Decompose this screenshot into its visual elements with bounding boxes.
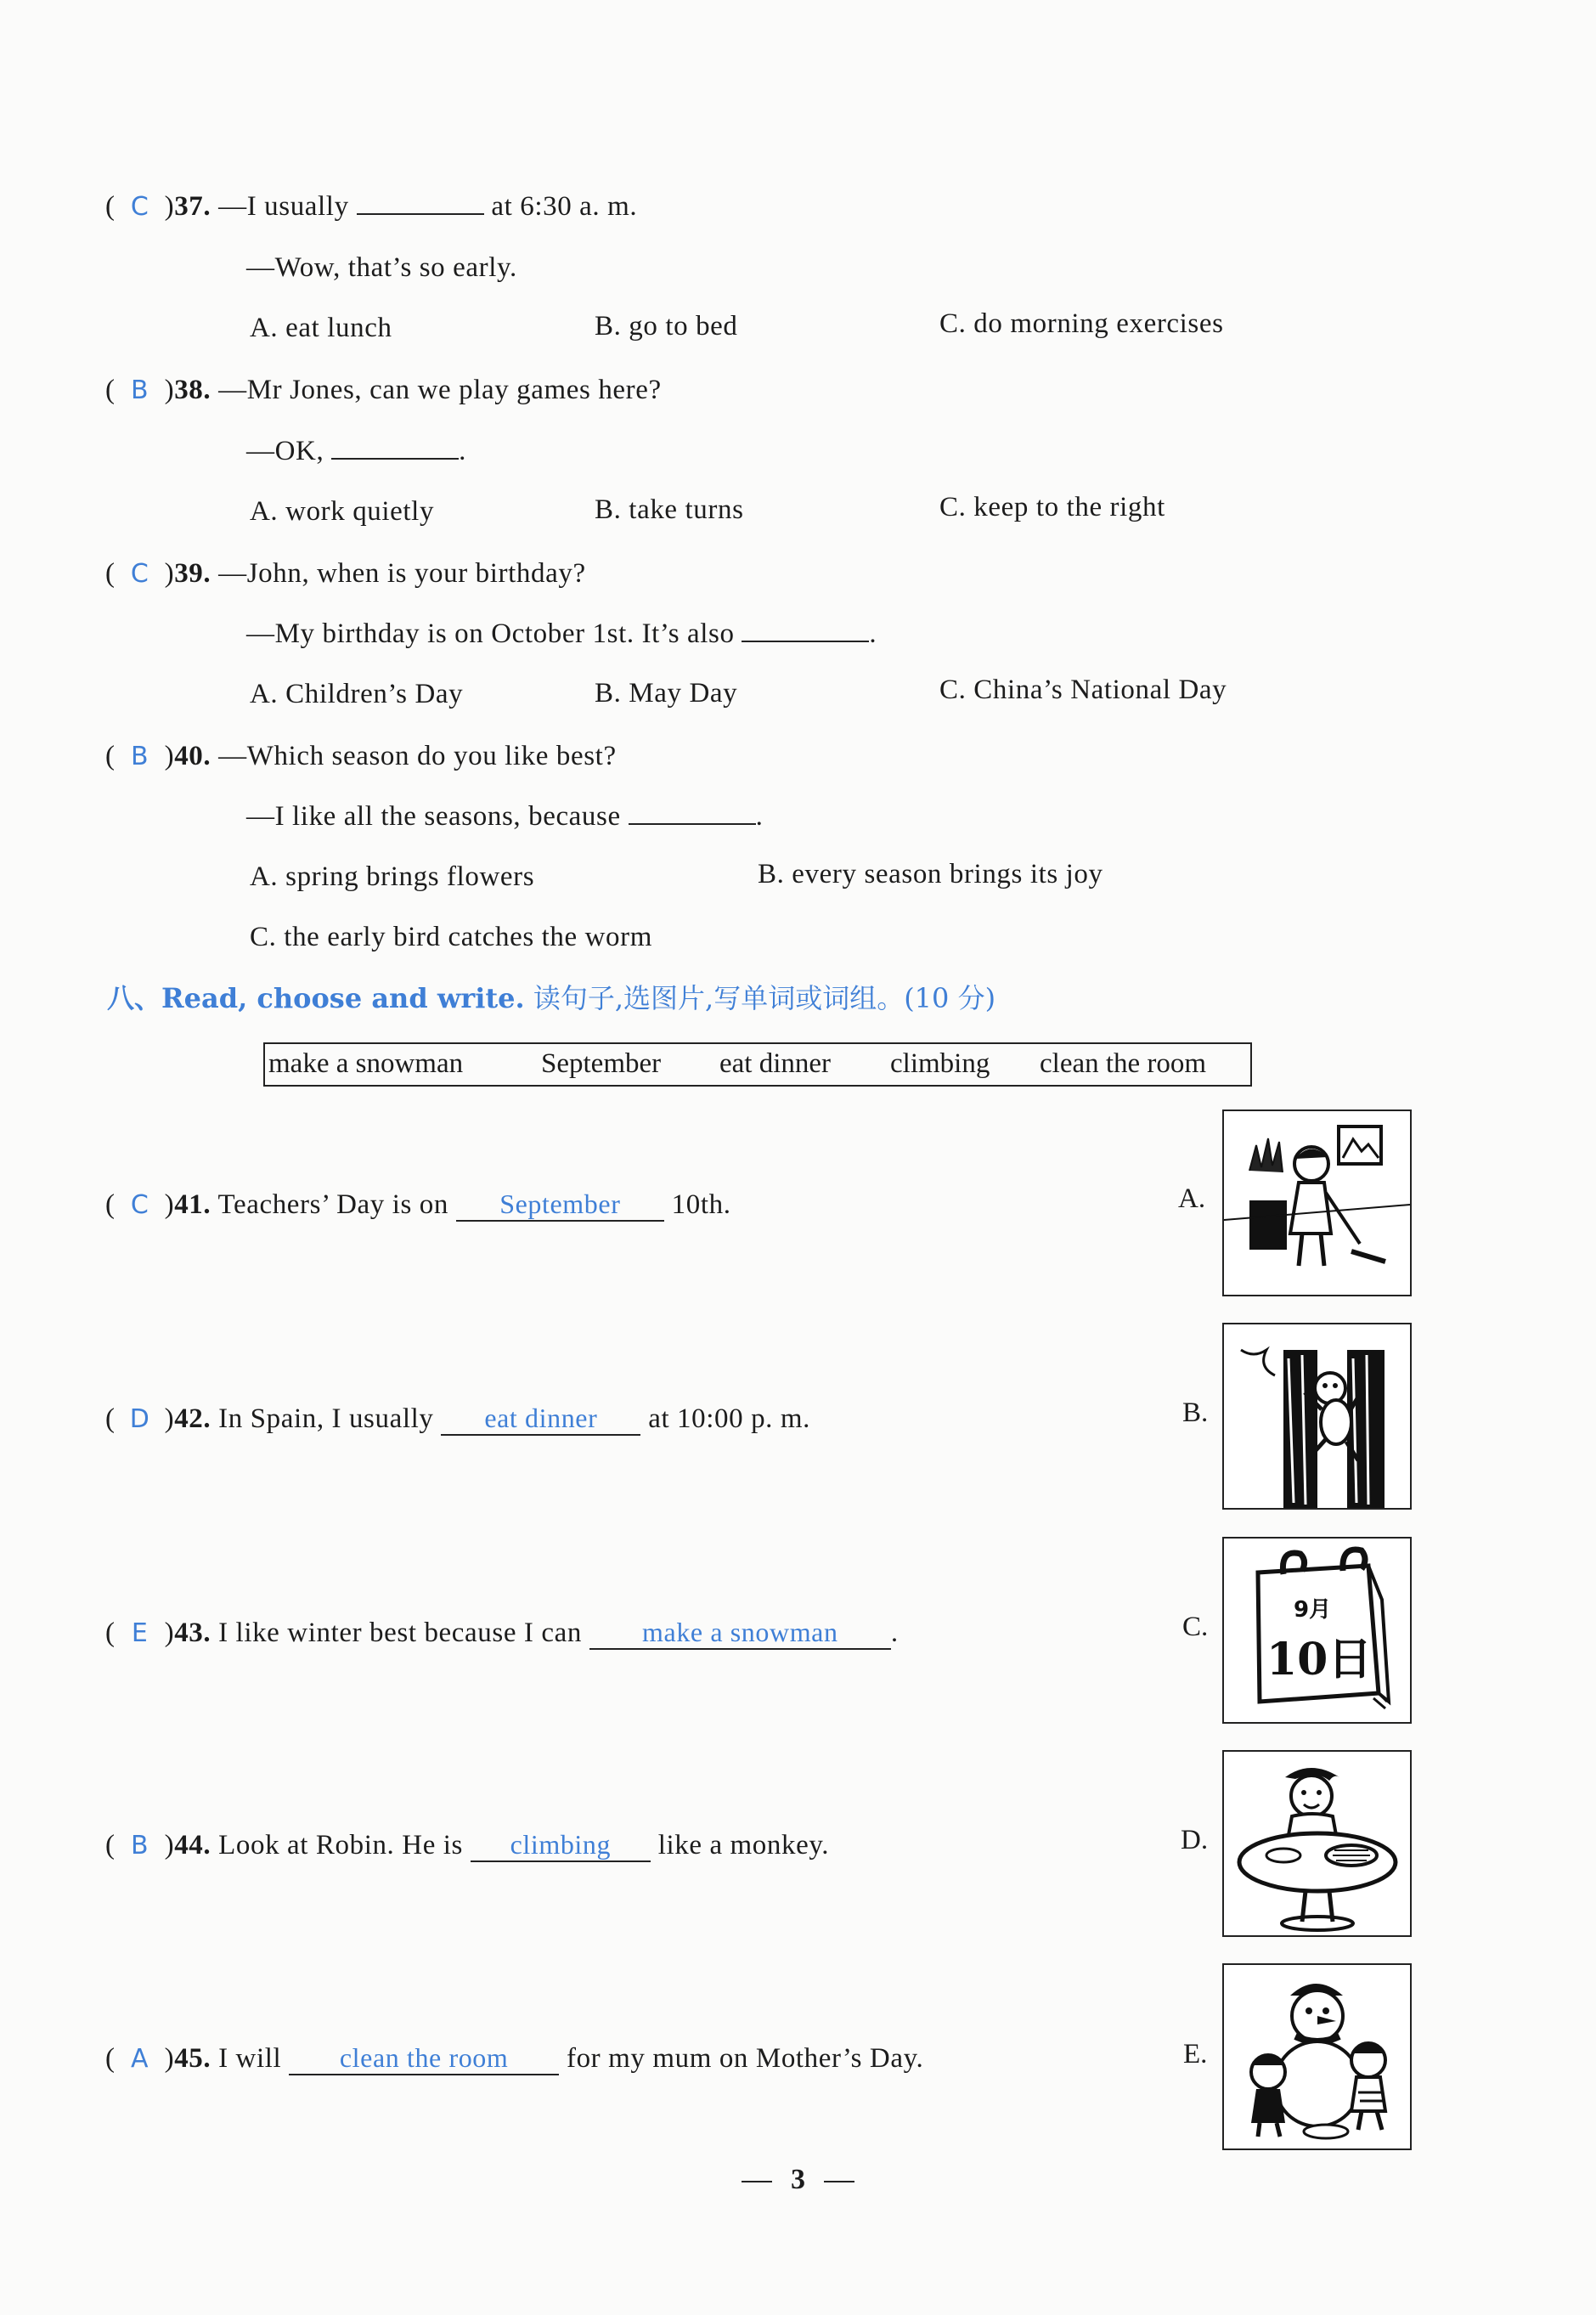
word-bank-item: make a snowman [268,1048,464,1079]
q39-line2: —My birthday is on October 1st. It’s also . [246,618,877,649]
picture-a [1222,1110,1412,1296]
q44-fill[interactable]: climbing [471,1830,651,1862]
picture-b [1222,1323,1412,1510]
word-bank-item: September [541,1048,662,1079]
q45-number: 45 [174,2043,204,2074]
q37-option-a: A. eat lunch [250,313,392,343]
picture-label-e: E. [1183,2039,1208,2069]
calendar-icon [1224,1539,1410,1722]
word-bank [263,1042,1252,1087]
person-sweeping-icon [1224,1111,1410,1295]
section-prefix: 八、 [107,982,162,1014]
q42-number: 42 [174,1403,204,1434]
q37-line2: —Wow, that’s so early. [246,252,517,283]
q40-option-c: C. the early bird catches the worm [250,922,652,952]
q39-option-a: A. Children’s Day [250,679,464,709]
q38-line2: —OK, . [246,436,467,466]
q40-line1: ( B )40. —Which season do you like best? [105,739,617,774]
picture-c [1222,1537,1412,1724]
page-number-left-dash [742,2181,772,2182]
q42-fill[interactable]: eat dinner [441,1403,640,1436]
picture-label-c: C. [1182,1612,1209,1642]
picture-d [1222,1750,1412,1937]
word-bank-item: climbing [890,1048,990,1079]
calendar-month-text: 9月 [1294,1597,1332,1623]
q38-option-a: A. work quietly [250,496,435,527]
q43-fill[interactable]: make a snowman [589,1618,891,1650]
q43-answer: E [131,1618,149,1648]
calendar-day-text: 10日 [1266,1634,1373,1685]
q44-answer: B [131,1831,149,1860]
monkey-climbing-tree-icon [1224,1324,1410,1508]
word-bank-item: eat dinner [719,1048,832,1079]
q39-number: 39 [174,558,204,589]
q37-line1: ( C )37. —I usually at 6:30 a. m. [105,189,637,224]
picture-label-d: D. [1181,1825,1209,1855]
q44-number: 44 [174,1830,204,1860]
q40-number: 40 [174,741,204,771]
page-number-right-dash [824,2181,854,2182]
q41-line: ( C )41. Teachers’ Day is on September 10th. [105,1188,731,1222]
q37-answer: C [130,192,149,222]
q45-line: ( A )45. I will clean the room for my mum on Mother’s Day. [105,2041,923,2076]
q40-answer: B [131,742,149,771]
q38-option-c: C. keep to the right [939,492,1165,522]
section-heading [107,977,995,1016]
word-bank-item: clean the room [1040,1048,1207,1079]
section-title-cn: 读句子,选图片,写单词或词组。(10 分) [524,982,996,1014]
q37-number: 37 [174,191,204,222]
q39-blank[interactable] [742,617,869,642]
q39-answer: C [130,559,149,589]
q45-answer: A [131,2044,149,2074]
q39-line1: ( C )39. —John, when is your birthday? [105,556,586,591]
q41-fill[interactable]: September [456,1189,664,1222]
children-with-snowman-icon [1224,1965,1410,2148]
q40-line2: —I like all the seasons, because . [246,801,764,832]
page-number: 3 [0,2164,1596,2196]
q44-line: ( B )44. Look at Robin. He is climbing like a monkey. [105,1828,829,1863]
q37-option-c: C. do morning exercises [939,308,1224,339]
q40-option-a: A. spring brings flowers [250,861,535,892]
picture-label-a: A. [1178,1183,1206,1214]
q38-option-b: B. take turns [595,494,744,525]
picture-e [1222,1963,1412,2150]
q38-answer: B [131,375,149,405]
q38-line1: ( B )38. —Mr Jones, can we play games here? [105,373,662,408]
q40-option-b: B. every season brings its joy [758,859,1103,889]
q37-blank[interactable] [357,189,484,215]
q41-number: 41 [174,1189,204,1220]
section-title-en: Read, choose and write. [161,982,525,1014]
picture-label-b: B. [1182,1397,1209,1428]
q39-option-b: B. May Day [595,678,738,709]
q38-blank[interactable] [331,434,459,460]
q38-number: 38 [174,375,204,405]
q45-fill[interactable]: clean the room [289,2043,559,2075]
q43-number: 43 [174,1618,204,1648]
q42-answer: D [129,1404,150,1434]
q42-line: ( D )42. In Spain, I usually eat dinner at 10:00 p. m. [105,1402,810,1437]
q40-blank[interactable] [629,799,756,825]
q41-answer: C [130,1190,149,1220]
q39-option-c: C. China’s National Day [939,675,1227,705]
q37-option-b: B. go to bed [595,311,738,342]
q43-line: ( E )43. I like winter best because I can make a snowman . [105,1616,899,1651]
boy-eating-dinner-icon [1224,1752,1410,1935]
